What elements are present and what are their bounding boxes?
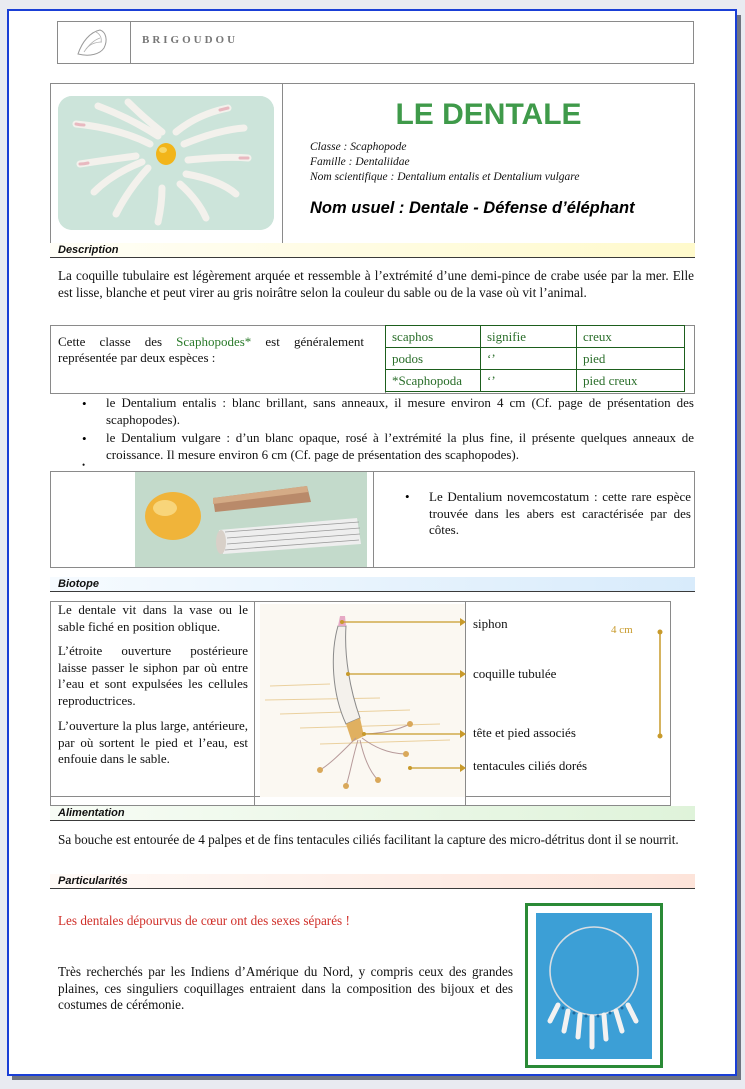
table-cell: signifie — [481, 326, 577, 348]
biotope-para-1: Le dentale vit dans la vase ou le sable fiché en position oblique. — [58, 602, 248, 634]
header-bar — [57, 21, 694, 64]
size-scale — [654, 628, 666, 740]
novemcostatum-text: Le Dentalium novemcostatum : cette rare espèce trouvée dans les abers est caractérisée par des côtes. — [429, 489, 691, 537]
novemcostatum-box — [50, 471, 695, 568]
table-cell: pied — [577, 348, 685, 370]
brand-name: BRIGOUDOU — [142, 34, 239, 46]
shell-logo-icon — [66, 24, 121, 62]
description-para: La coquille tubulaire est légèrement arquée et ressemble à l’extrémité d’une demi-pince de crabe usée par la mer. Elle est lisse, blanche et peut virer au gris noirâtre selon la couleur du sable ou de la vase où vit l’animal. — [58, 268, 694, 300]
table-row — [386, 348, 685, 370]
biotope-para-3: L’ouverture la plus large, antérieure, par où sortent le pied et l’eau, est enfouie dans le sable. — [58, 718, 248, 766]
pointer-arrows — [460, 604, 474, 797]
label-tete-pied: tête et pied associés — [473, 725, 576, 740]
table-cell: ‘’ — [481, 370, 577, 392]
bullet-icon: • — [82, 396, 87, 411]
table-row — [386, 326, 685, 348]
size-label: 4 cm — [611, 624, 633, 636]
label-coquille: coquille tubulée — [473, 666, 557, 681]
particularites-text: Très recherchés par les Indiens d’Amérique du Nord, y compris ceux des grandes plaines, ces singuliers coquillages entraient dans la composition des bijoux et des costumes de cérémonie. — [58, 964, 513, 1012]
list-item: le Dentalium entalis : blanc brillant, sans anneaux, il mesure environ 4 cm (Cf. page de présentation des scaphopodes). — [106, 395, 694, 427]
novem-divider — [373, 472, 374, 567]
common-name: Nom usuel : Dentale - Défense d’éléphant — [310, 199, 635, 217]
table-cell: ‘’ — [481, 348, 577, 370]
list-item: le Dentalium vulgare : d’un blanc opaque, rosé à l’extrémité la plus fine, il présente quelques anneaux de croissance. Il mesure environ 6 cm (Cf. page de présentation des scaphopodes). — [106, 430, 694, 462]
alimentation-text: Sa bouche est entourée de 4 palpes et de fins tentacules ciliés facilitant la capture des micro-détritus dont il se nourrit. — [58, 832, 679, 847]
dentale-photo — [58, 96, 274, 230]
label-siphon: siphon — [473, 616, 508, 631]
necklace-photo — [525, 903, 663, 1068]
label-tentacules: tentacules ciliés dorés — [473, 758, 588, 773]
section-alimentation: Alimentation — [50, 806, 695, 821]
page-title: LE DENTALE — [395, 98, 582, 131]
section-description: Description — [50, 243, 695, 258]
highlight-text: Les dentales dépourvus de cœur ont des sexes séparés ! — [58, 913, 350, 928]
bullet-icon: • — [82, 460, 86, 470]
table-cell: pied creux — [577, 370, 685, 392]
classe-suffix: est généralement représentée par deux espèces : — [58, 334, 364, 365]
table-cell: creux — [577, 326, 685, 348]
bullet-icon: • — [405, 489, 410, 504]
bullet-icon: • — [82, 431, 87, 446]
table-row — [386, 370, 685, 392]
section-biotope: Biotope — [50, 577, 695, 592]
etymology-table — [385, 325, 685, 392]
header-divider — [130, 22, 131, 63]
biotope-para-2: L’étroite ouverture postérieure laisse passer le siphon par où entre l’eau et sont expulsées les cellules reproductrices. — [58, 643, 248, 708]
famille-line: Famille : Dentaliidae — [310, 156, 410, 168]
classe-text — [58, 334, 364, 366]
biotope-divider-1 — [254, 602, 255, 805]
title-block — [50, 83, 695, 244]
necklace-bg — [536, 913, 652, 1059]
table-cell: *Scaphopoda — [386, 370, 481, 392]
section-particularites: Particularités — [50, 874, 695, 889]
classe-prefix: Cette classe des — [58, 334, 177, 349]
scaphopodes-link[interactable]: Scaphopodes* — [176, 334, 252, 349]
scientific-name-line: Nom scientifique : Dentalium entalis et Dentalium vulgare — [310, 171, 580, 183]
shells-photo — [135, 472, 367, 567]
table-cell: scaphos — [386, 326, 481, 348]
classe-line: Classe : Scaphopode — [310, 141, 407, 153]
table-cell: podos — [386, 348, 481, 370]
dentale-diagram — [260, 604, 465, 797]
